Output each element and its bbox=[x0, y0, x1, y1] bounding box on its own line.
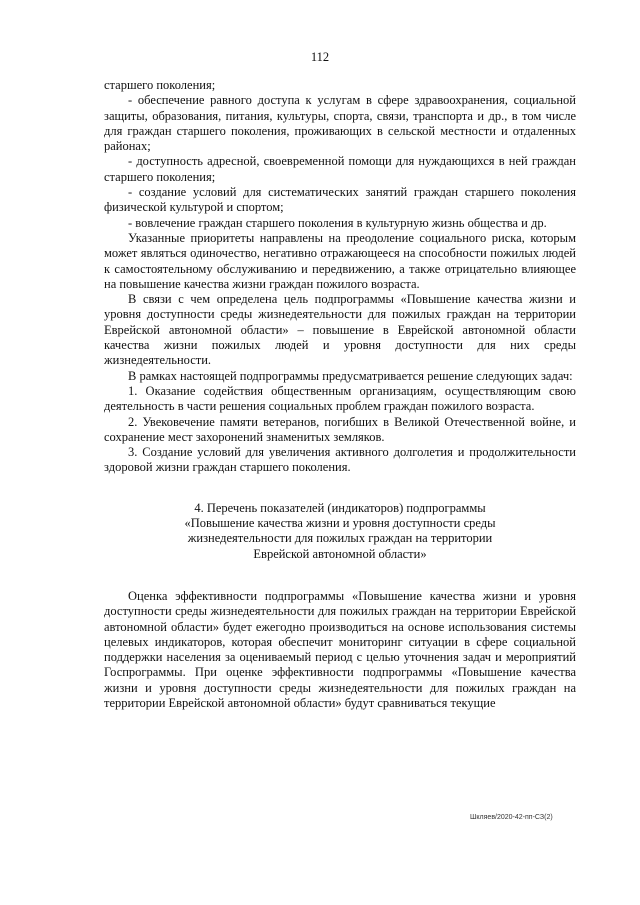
list-item: - доступность адресной, своевременной помощи для нуждающихся в ней граждан старшего поколения; bbox=[104, 154, 576, 184]
paragraph: старшего поколения; bbox=[104, 78, 216, 92]
section-heading-line: 4. Перечень показателей (индикаторов) подпрограммы bbox=[194, 500, 486, 515]
paragraph: В рамках настоящей подпрограммы предусматривается решение следующих задач: bbox=[128, 368, 573, 383]
document-body bbox=[104, 78, 576, 711]
list-item: - создание условий для систематических занятий граждан старшего поколения физической культурой и спортом; bbox=[104, 185, 576, 215]
paragraph: В связи с чем определена цель подпрограммы «Повышение качества жизни и уровня доступности среды жизнедеятельности для пожилых граждан на территории Еврейской автономной области» – повышение в Еврейской автономной области качества жизни пожилых людей и уровня доступности для них среды жизнедеятельности. bbox=[104, 292, 576, 368]
section-heading-line: «Повышение качества жизни и уровня доступности среды bbox=[184, 516, 496, 531]
section-heading bbox=[104, 501, 576, 562]
list-item: - вовлечение граждан старшего поколения в культурную жизнь общества и др. bbox=[128, 215, 547, 230]
task-item: 2. Увековечение памяти ветеранов, погибших в Великой Отечественной войне, и сохранение мест захоронений знаменитых земляков. bbox=[104, 414, 576, 444]
section-heading-line: Еврейской автономной области» bbox=[253, 546, 427, 561]
document-footer-code: Шкляев/2020-42-пп-СЗ(2) bbox=[470, 814, 553, 821]
section-heading-line: жизнедеятельности для пожилых граждан на территории bbox=[187, 531, 493, 546]
paragraph: Указанные приоритеты направлены на преодоление социального риска, которым может являться одиночество, негативно отражающееся на способности пожилых людей к самостоятельному обслуживанию и передвижению, а также отрицательно влияющее на повышение качества жизни граждан пожилого возраста. bbox=[104, 230, 576, 291]
page-number: 112 bbox=[310, 50, 330, 64]
list-item: - обеспечение равного доступа к услугам в сфере здравоохранения, социальной защиты, образования, питания, культуры, спорта, связи, транспорта и др., в том числе для граждан старшего поколения, проживающих в сельской местности и отдаленных районах; bbox=[104, 93, 576, 154]
task-item: 3. Создание условий для увеличения активного долголетия и продолжительности здоровой жизни граждан старшего поколения. bbox=[104, 445, 576, 475]
paragraph: Оценка эффективности подпрограммы «Повышение качества жизни и уровня доступности среды жизнедеятельности для пожилых граждан на территории Еврейской автономной области» будет ежегодно производиться на основе использования системы целевых индикаторов, которая обеспечит мониторинг ситуации в сфере социальной поддержки населения за оцениваемый период с целью уточнения задач и мероприятий Госпрограммы. При оценке эффективности подпрограммы «Повышение качества жизни и уровня доступности среды жизнедеятельности для пожилых граждан на территории Еврейской автономной области» будут сравниваться текущие bbox=[104, 588, 576, 710]
task-item: 1. Оказание содействия общественным организациям, осуществляющим свою деятельность в части решения социальных проблем граждан пожилого возраста. bbox=[104, 383, 576, 414]
